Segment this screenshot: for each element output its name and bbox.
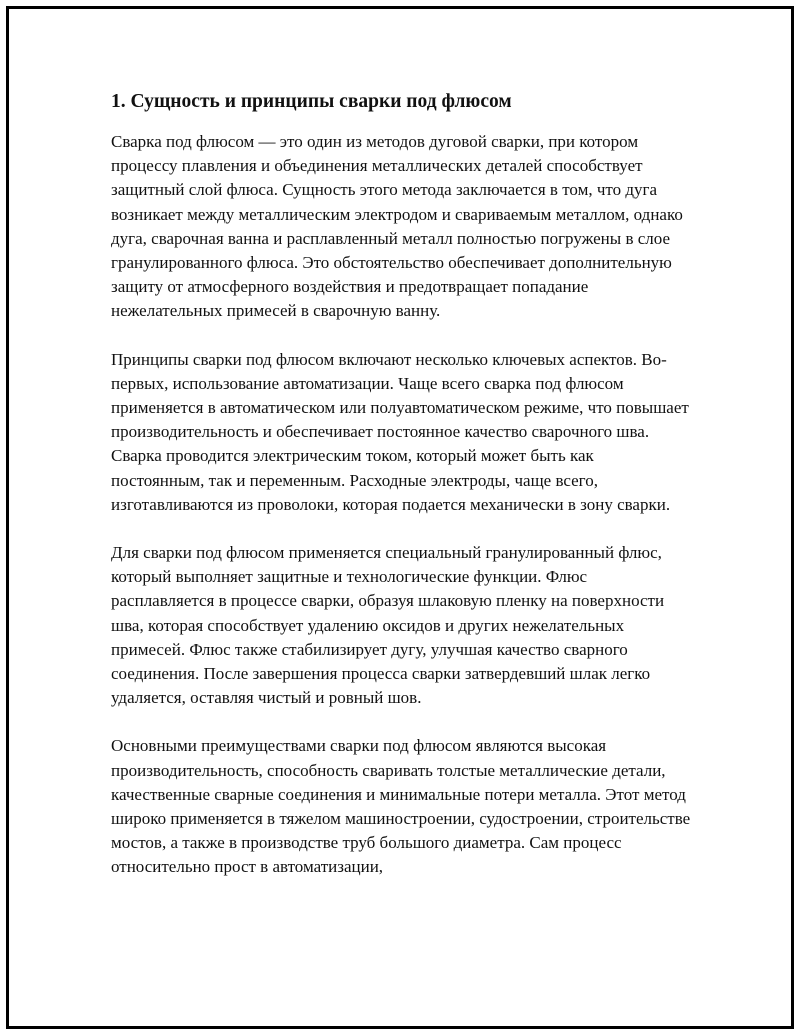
paragraph-essence: Сварка под флюсом — это один из методов дуговой сварки, при котором процессу плавления и объединения металлических деталей способствует защитный слой флюса. Сущность этого метода заключается в том, что дуга возникает между металлическим электродом и свариваемым металлом, однако дуга, сварочная ванна и расплавленный металл полностью погружены в слое гранулированного флюса. Это обстоятельство обеспечивает дополнительную защиту от атмосферного воздействия и предотвращает попадание нежелательных примесей в сварочную ванну. bbox=[111, 132, 683, 321]
paragraph-flux: Для сварки под флюсом применяется специальный гранулированный флюс, который выполняет защитные и технологические функции. Флюс расплавляется в процессе сварки, образуя шлаковую пленку на поверхности шва, которая способствует удалению оксидов и других нежелательных примесей. Флюс также стабилизирует дугу, улучшая качество сварного соединения. После завершения процесса сварки затвердевший шлак легко удаляется, оставляя чистый и ровный шов. bbox=[111, 543, 665, 708]
paragraph-principles: Принципы сварки под флюсом включают несколько ключевых аспектов. Во-первых, использование автоматизации. Чаще всего сварка под флюсом применяется в автоматическом или полуавтоматическом режиме, что повышает производительность и обеспечивает постоянное качество сварочного шва. Сварка проводится электрическим током, который может быть как постоянным, так и переменным. Расходные электроды, чаще всего, изготавливаются из проволоки, которая подается механически в зону сварки. bbox=[111, 349, 689, 514]
section-heading: 1. Сущность и принципы сварки под флюсом bbox=[111, 91, 512, 112]
paragraph-advantages: Основными преимуществами сварки под флюсом являются высокая производительность, способность сваривать толстые металлические детали, качественные сварные соединения и минимальные потери металла. Этот метод широко применяется в тяжелом машиностроении, судостроении, строительстве мостов, а также в производстве труб большого диаметра. Сам процесс относительно прост в автоматизации, bbox=[111, 736, 691, 877]
document-body bbox=[111, 84, 691, 880]
